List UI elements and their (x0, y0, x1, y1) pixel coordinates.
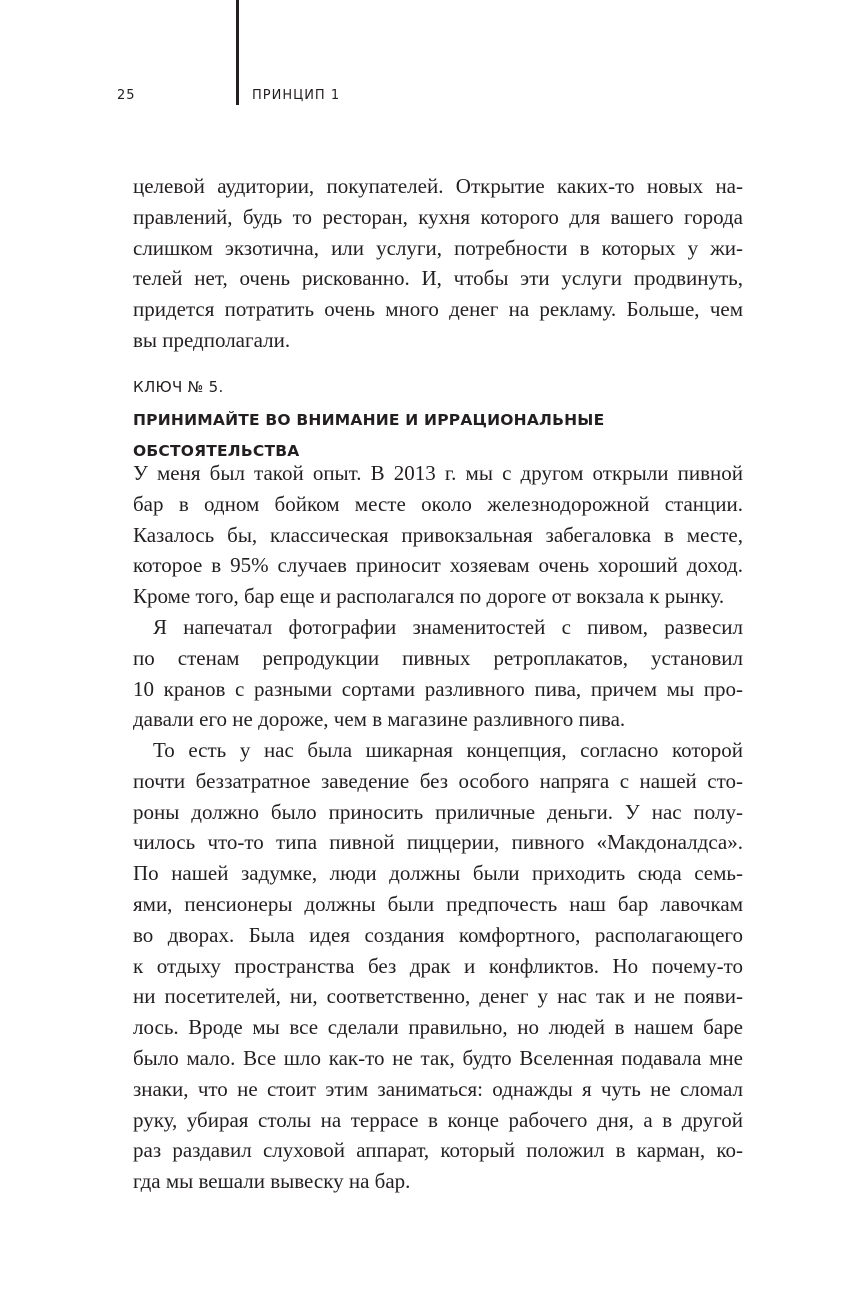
paragraph-1 (133, 171, 743, 356)
text-line: 10 кранов с разными сортами разливного пива, причем мы про- (133, 676, 743, 701)
text-line: роны должно было приносить приличные деньги. У нас полу- (133, 799, 743, 824)
section-heading-line-1: ПРИНИМАЙТЕ ВО ВНИМАНИЕ И ИРРАЦИОНАЛЬНЫЕ (133, 411, 605, 429)
text-line: руку, убирая столы на террасе в конце рабочего дня, а в другой (133, 1107, 743, 1132)
text-line: раз раздавил слуховой аппарат, который положил в карман, ко- (133, 1138, 743, 1163)
text-line: Казалось бы, классическая привокзальная забегаловка в месте, (133, 522, 743, 547)
paragraph-4 (133, 735, 743, 1197)
header-divider (236, 0, 239, 105)
running-header: ПРИНЦИП 1 (252, 88, 341, 103)
text-line: правлений, будь то ресторан, кухня которого для вашего города (133, 204, 743, 229)
text-line: ни посетителей, ни, соответственно, денег у нас так и не появи- (133, 984, 743, 1009)
text-line: было мало. Все шло как-то не так, будто Вселенная подавала мне (133, 1045, 743, 1070)
text-line: То есть у нас была шикарная концепция, согласно которой (153, 738, 743, 762)
text-line: которое в 95% случаев приносит хозяевам очень хороший доход. (133, 553, 743, 578)
text-line: слишком экзотична, или услуги, потребности в которых у жи- (133, 235, 743, 260)
text-line: ями, пенсионеры должны были предпочесть наш бар лавочкам (133, 891, 743, 916)
text-line: лось. Вроде мы все сделали правильно, но людей в нашем баре (133, 1015, 743, 1040)
text-line: У меня был такой опыт. В 2013 г. мы с другом открыли пивной (133, 461, 743, 485)
text-line: гда мы вешали вывеску на бар. (133, 1169, 411, 1194)
text-line: знаки, что не стоит этим заниматься: однажды я чуть не сломал (133, 1076, 743, 1101)
text-line: по стенам репродукции пивных ретроплакатов, установил (133, 645, 743, 670)
text-line: вы предполагали. (133, 327, 291, 352)
page-number: 25 (117, 88, 136, 103)
text-line: Я напечатал фотографии знаменитостей с пивом, развесил (153, 615, 743, 639)
text-line: почти беззатратное заведение без особого напряга с нашей сто- (133, 768, 743, 793)
text-line: По нашей задумке, люди должны были приходить сюда семь- (133, 861, 743, 886)
text-line: телей нет, очень рискованно. И, чтобы эти услуги продвинуть, (133, 266, 743, 291)
text-line: придется потратить очень много денег на рекламу. Больше, чем (133, 297, 743, 322)
paragraph-3 (133, 612, 743, 735)
text-line: Кроме того, бар еще и располагался по дороге от вокзала к рынку. (133, 584, 725, 609)
text-line: целевой аудитории, покупателей. Открытие каких-то новых на- (133, 174, 743, 198)
text-line: давали его не дороже, чем в магазине разливного пива. (133, 707, 626, 732)
section-heading-line-2: ОБСТОЯТЕЛЬСТВА (133, 442, 300, 460)
text-line: к отдыху пространства без драк и конфликтов. Но почему-то (133, 953, 743, 978)
text-line: бар в одном бойком месте около железнодорожной станции. (133, 491, 743, 516)
paragraph-2 (133, 458, 743, 612)
key-label: КЛЮЧ № 5. (133, 378, 224, 396)
text-line: чилось что-то типа пивной пиццерии, пивного «Макдоналдса». (133, 830, 743, 855)
text-line: во дворах. Была идея создания комфортного, располагающего (133, 922, 743, 947)
